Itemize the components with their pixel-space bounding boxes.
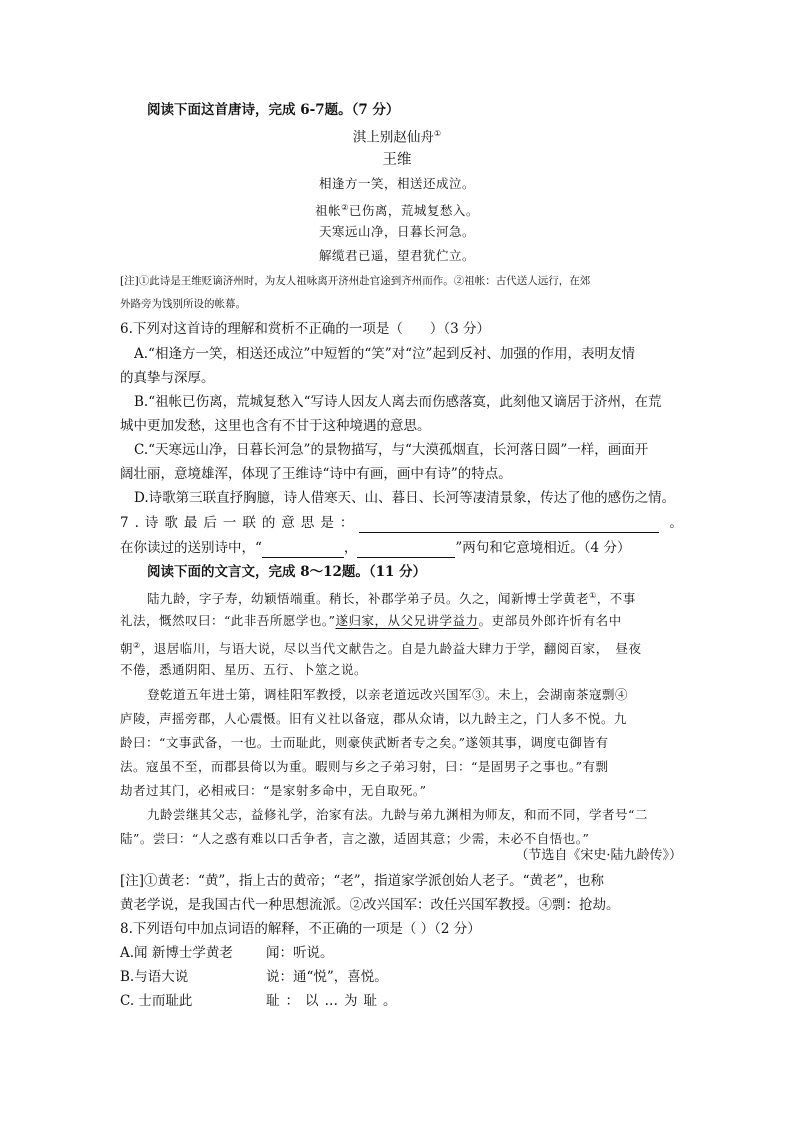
q6-option-d: D.诗歌第三联直抒胸臆，诗人借寒天、山、暮日、长河等凄清景象，传达了他的感伤之情。 (134, 490, 676, 506)
prose-section-heading: 阅读下面的文言文，完成 8～12题。（11 分） (147, 564, 427, 580)
poem-note-line-1: [注]①此诗是王维贬谪济州时，为友人祖咏离开济州赴官途到齐州而作。②祖帐：古代送人远行，在郊 (120, 275, 591, 287)
q8-option-c-phrase: C. 士而耻此 (120, 993, 193, 1009)
q6-stem: 6.下列对这首诗的理解和赏析不正确的一项是（ ）（3 分） (120, 321, 491, 337)
q6-option-a-line-2: 的真挚与深厚。 (120, 370, 215, 386)
prose-underlined-sentence: 遂归家，从父兄讲学益力 (335, 613, 479, 628)
poem-line-3: 天寒远山净，日暮长河急。 (318, 224, 475, 239)
q7-stem: 7.诗歌最后一联的意思是： (120, 515, 360, 531)
prose-p1-line-4: 不倦，悉通阴阳、星历、五行、卜筮之说。 (120, 662, 368, 677)
prose-p1-line-3b: ，退居临川，与语大说，尽以当代文献告之。自是九龄益大肆力于学，翻阅百家， 昼夜 (140, 641, 642, 657)
prose-p1-line-3a: 朝 (120, 641, 134, 657)
q7-answer-blank[interactable] (359, 516, 659, 533)
q6-option-b-line-1: B.“祖帐已伤离，荒城复愁入“写诗人因友人离去而伤感落寞，此刻他又谪居于济州，在荒 (134, 394, 662, 410)
poem-line-2a: 祖帐 (315, 203, 342, 219)
q7-line-2-mid: ， (343, 540, 358, 556)
q8-option-a-explanation: 闻：听说。 (266, 945, 334, 961)
q8-option-c-explanation: 耻：以…为耻。 (266, 993, 403, 1009)
prose-p1-line-1 (147, 586, 636, 609)
poem-line-4: 解缆君已遥，望君犹伫立。 (318, 248, 475, 263)
poem-author: 王维 (382, 152, 412, 168)
q8-option-b-explanation: 说：通“悦”，喜悦。 (266, 969, 388, 985)
q7-line-1 (120, 513, 683, 533)
q6-option-b-line-2: 城中更加发愁，这里也含有不甘于这种境遇的意思。 (120, 418, 431, 434)
prose-note-line-2: 黄老学说，是我国古代一种思想流派。②改兴国军：改任兴国军教授。④剽：抢劫。 (120, 897, 620, 913)
poem-note-line-2: 外路旁为饯别所设的帐幕。 (120, 298, 246, 310)
prose-p1-note-mark-1: ① (589, 591, 597, 600)
poem-line-2b: 已伤离，荒城复愁入。 (348, 203, 479, 219)
q7-line-2-pre: 在你读过的送别诗中，“ (120, 540, 262, 556)
prose-p2-line-2: 庐陵，声摇旁郡，人心震慑。旧有义社以备寇，郡从众请，以九龄主之，门人多不悦。九 (120, 711, 628, 726)
prose-p3-line-2: 陆”。尝曰：“人之惑有难以口舌争者，言之激，适固其意；少需，未必不自悟也。” (120, 831, 590, 846)
poem-title-note-mark: ① (433, 129, 442, 138)
prose-p1-line-2 (120, 611, 622, 631)
q7-line-2-post: ”两句和它意境相近。（4 分） (455, 540, 631, 556)
q6-option-a-line-1: A.“相逢方一笑，相送还成泣”中短暂的“笑”对“泣”起到反衬、加强的作用，表明友情 (134, 346, 635, 362)
q8-option-a-phrase: A.闻 新博士学黄老 (120, 945, 233, 961)
poem-title (0, 124, 794, 148)
poem-line-1: 相逢方一笑，相送还成泣。 (318, 176, 475, 191)
q7-blank-1[interactable] (262, 541, 344, 558)
q8-option-b-phrase: B.与语大说 (120, 969, 189, 985)
q8-stem: 8.下列语句中加点词语的解释，不正确的一项是（ ）（2 分） (120, 921, 481, 937)
prose-p2-line-3: 龄曰：“文事武备，一也。士而耻此，则豪侠武断者专之矣。”遂领其事，调度屯御皆有 (120, 735, 609, 750)
prose-p1-note-mark-2: ② (133, 641, 141, 650)
q7-blank-2[interactable] (357, 541, 455, 558)
prose-p2-line-4: 法。寇虽不至，而郡县倚以为重。暇则与乡之子弟习射，曰：“是固男子之事也。”有剽 (120, 759, 609, 774)
prose-p2-line-1: 登乾道五年进士第，调桂阳军教授，以亲老道远改兴国军③。未上，会湖南茶寇剽④ (147, 687, 629, 702)
prose-p1-line-3 (120, 636, 641, 659)
prose-p2-line-5: 劫者过其门，必相戒曰：“是家射多命中，无自取死。” (120, 783, 427, 798)
poem-line-2 (0, 198, 794, 221)
q7-end-mark: 。 (669, 515, 683, 531)
prose-p1-line-2a: 礼法，慨然叹曰：“此非吾所愿学也。” (120, 613, 336, 628)
prose-note-line-1: [注]①黄老：“黄”，指上古的黄帝；“老”，指道家学派创始人老子。“黄老”，也称 (120, 873, 604, 889)
prose-source: （节选自《宋史·陆九龄传》） (515, 848, 682, 863)
poem-section-heading: 阅读下面这首唐诗，完成 6-7题。（7 分） (147, 102, 400, 118)
prose-p1-line-1a: 陆九龄，字子寿，幼颖悟端重。稍长，补郡学弟子员。久之，闻新博士学黄老 (147, 591, 590, 607)
q7-line-2 (120, 538, 630, 558)
prose-p1-line-2b: 。吏部员外郎许忻有名中 (478, 613, 622, 628)
poem-line-2-mark: ② (341, 203, 349, 212)
q6-option-c-line-2: 阔壮丽，意境雄浑，体现了王维诗“诗中有画，画中有诗”的特点。 (120, 466, 512, 482)
q6-option-c-line-1: C.“天寒远山净，日暮长河急”的景物描写，与“大漠孤烟直，长河落日圆”一样，画面开 (134, 442, 649, 458)
poem-title-text: 淇上别赵仙舟 (352, 129, 434, 146)
prose-p1-line-1b: ，不事 (596, 591, 636, 607)
prose-p3-line-1: 九龄尝继其父志，益修礼学，治家有法。九龄与弟九渊相为师友，和而不同，学者号“二 (147, 807, 648, 822)
